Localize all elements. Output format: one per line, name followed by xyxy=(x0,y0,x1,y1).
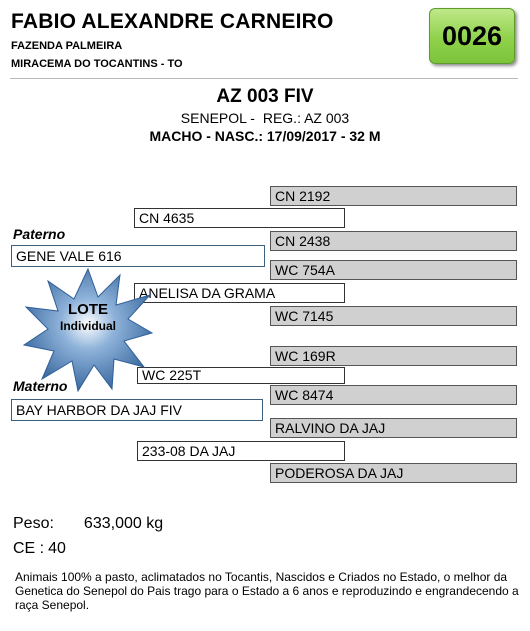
pedigree-sire-sire-sire: CN 2192 xyxy=(270,186,517,206)
pedigree-sire-dam-dam: WC 7145 xyxy=(270,306,517,326)
pedigree-sire-sire: CN 4635 xyxy=(134,208,345,228)
pedigree-sire: GENE VALE 616 xyxy=(11,245,265,267)
header-divider xyxy=(10,78,518,79)
lot-type-text xyxy=(22,302,154,334)
pedigree-sire-dam-sire: WC 754A xyxy=(270,260,517,280)
farm-name: FAZENDA PALMEIRA xyxy=(11,40,123,52)
pedigree-dam-dam-dam: PODEROSA DA JAJ xyxy=(270,463,517,483)
ce-value: 40 xyxy=(48,540,66,557)
registration: REG.: AZ 003 xyxy=(262,110,350,126)
ce-row xyxy=(13,540,66,558)
weight-label: Peso: xyxy=(13,515,54,532)
breed: SENEPOL - xyxy=(180,110,255,126)
lot-type-line1: LOTE xyxy=(68,301,108,318)
pedigree-sire-sire-dam: CN 2438 xyxy=(270,231,517,251)
pedigree-dam-dam: 233-08 DA JAJ xyxy=(137,441,345,461)
sex-birth-line: MACHO - NASC.: 17/09/2017 - 32 M xyxy=(149,128,381,144)
lot-number-badge: 0026 xyxy=(429,8,515,64)
paternal-label: Paterno xyxy=(13,226,66,242)
description-text: Animais 100% a pasto, aclimatados no Tocantis, Nascidos e Criados no Estado, o melhor da Genetica do Senepol do Pais trago para o Estado a 6 anos e reproduzindo e engrandecendo a raça Senepol. xyxy=(15,570,519,612)
pedigree-dam-sire: WC 225T xyxy=(137,367,345,384)
lot-type-line2: Individual xyxy=(59,319,116,333)
city-state: MIRACEMA DO TOCANTINS - TO xyxy=(11,58,183,70)
pedigree-dam: BAY HARBOR DA JAJ FIV xyxy=(11,399,263,421)
maternal-label: Materno xyxy=(13,378,68,394)
weight-value: 633,000 kg xyxy=(83,515,164,532)
ce-label: CE : xyxy=(13,540,45,557)
owner-name: FABIO ALEXANDRE CARNEIRO xyxy=(11,10,334,33)
breed-registration-line xyxy=(0,110,530,126)
pedigree-sire-dam: ANELISA DA GRAMA xyxy=(134,283,345,303)
animal-name: AZ 003 FIV xyxy=(216,86,314,107)
pedigree-dam-dam-sire: RALVINO DA JAJ xyxy=(270,418,517,438)
pedigree-dam-sire-dam: WC 8474 xyxy=(270,385,517,405)
weight-row xyxy=(13,515,163,533)
pedigree-dam-sire-sire: WC 169R xyxy=(270,346,517,366)
